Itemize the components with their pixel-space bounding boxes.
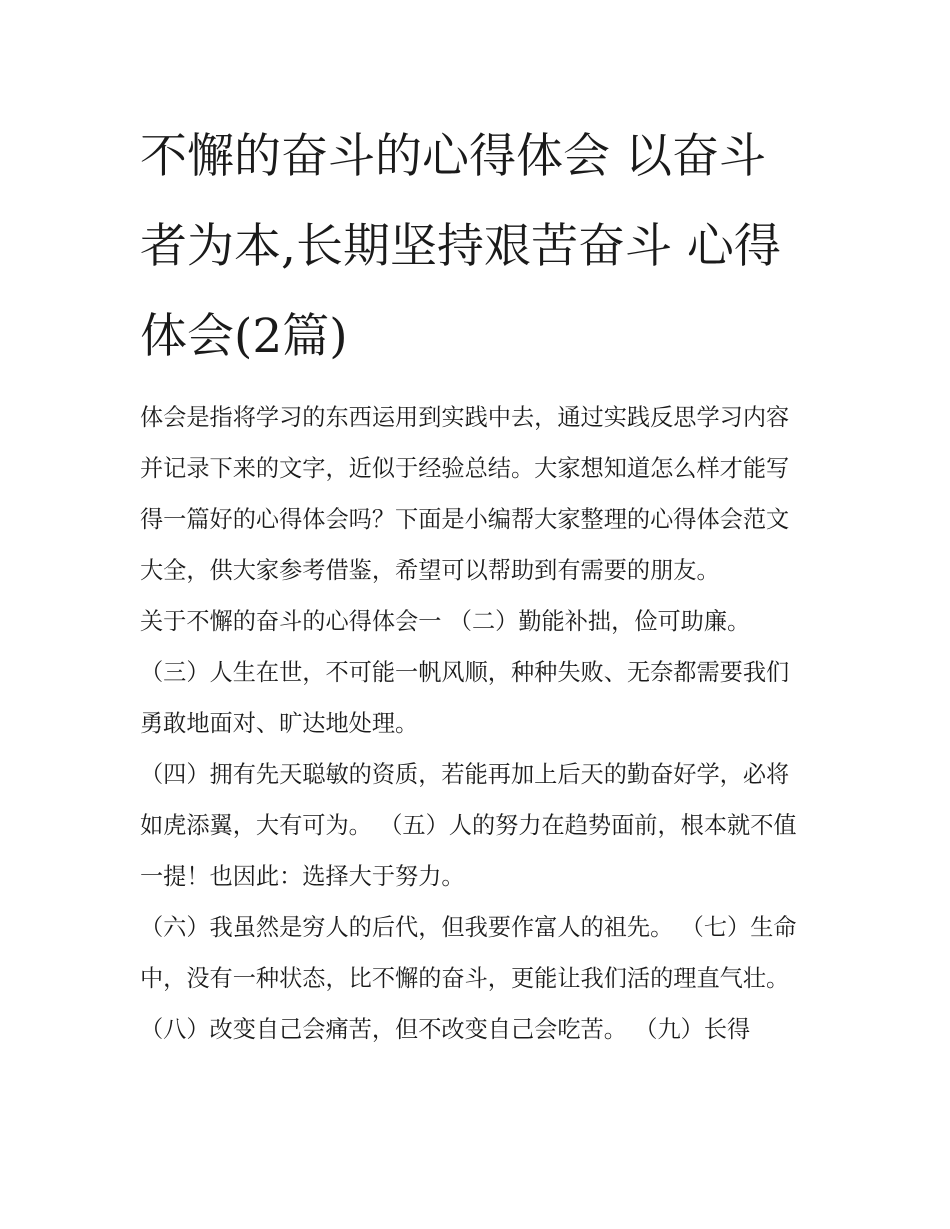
paragraph: 关于不懈的奋斗的心得体会一 （二）勤能补拙，俭可助廉。 xyxy=(140,608,751,635)
document-title: 不懈的奋斗的心得体会 以奋斗者为本,长期坚持艰苦奋斗 心得体会(2篇) xyxy=(140,129,781,364)
paragraph: （三）人生在世，不可能一帆风顺，种种失败、无奈都需要我们勇敢地面对、旷达地处理。 xyxy=(140,659,790,737)
paragraph: （八）改变自己会痛苦，但不改变自己会吃苦。 （九）长得 xyxy=(140,1016,751,1043)
document-body xyxy=(140,392,812,1055)
intro-paragraph: 体会是指将学习的东西运用到实践中去，通过实践反思学习内容并记录下来的文字，近似于经验总结。大家想知道怎么样才能写得一篇好的心得体会吗？下面是小编帮大家整理的心得体会范文大全，供大家参考借鉴，希望可以帮助到有需要的朋友。 xyxy=(140,404,790,584)
document-page xyxy=(140,112,812,1055)
paragraph: （六）我虽然是穷人的后代，但我要作富人的祖先。 （七）生命中，没有一种状态，比不懈的奋斗，更能让我们活的理直气壮。 xyxy=(140,914,797,992)
paragraph: （四）拥有先天聪敏的资质，若能再加上后天的勤奋好学，必将如虎添翼，大有可为。 （五）人的努力在趋势面前，根本就不值一提！也因此：选择大于努力。 xyxy=(140,761,797,890)
